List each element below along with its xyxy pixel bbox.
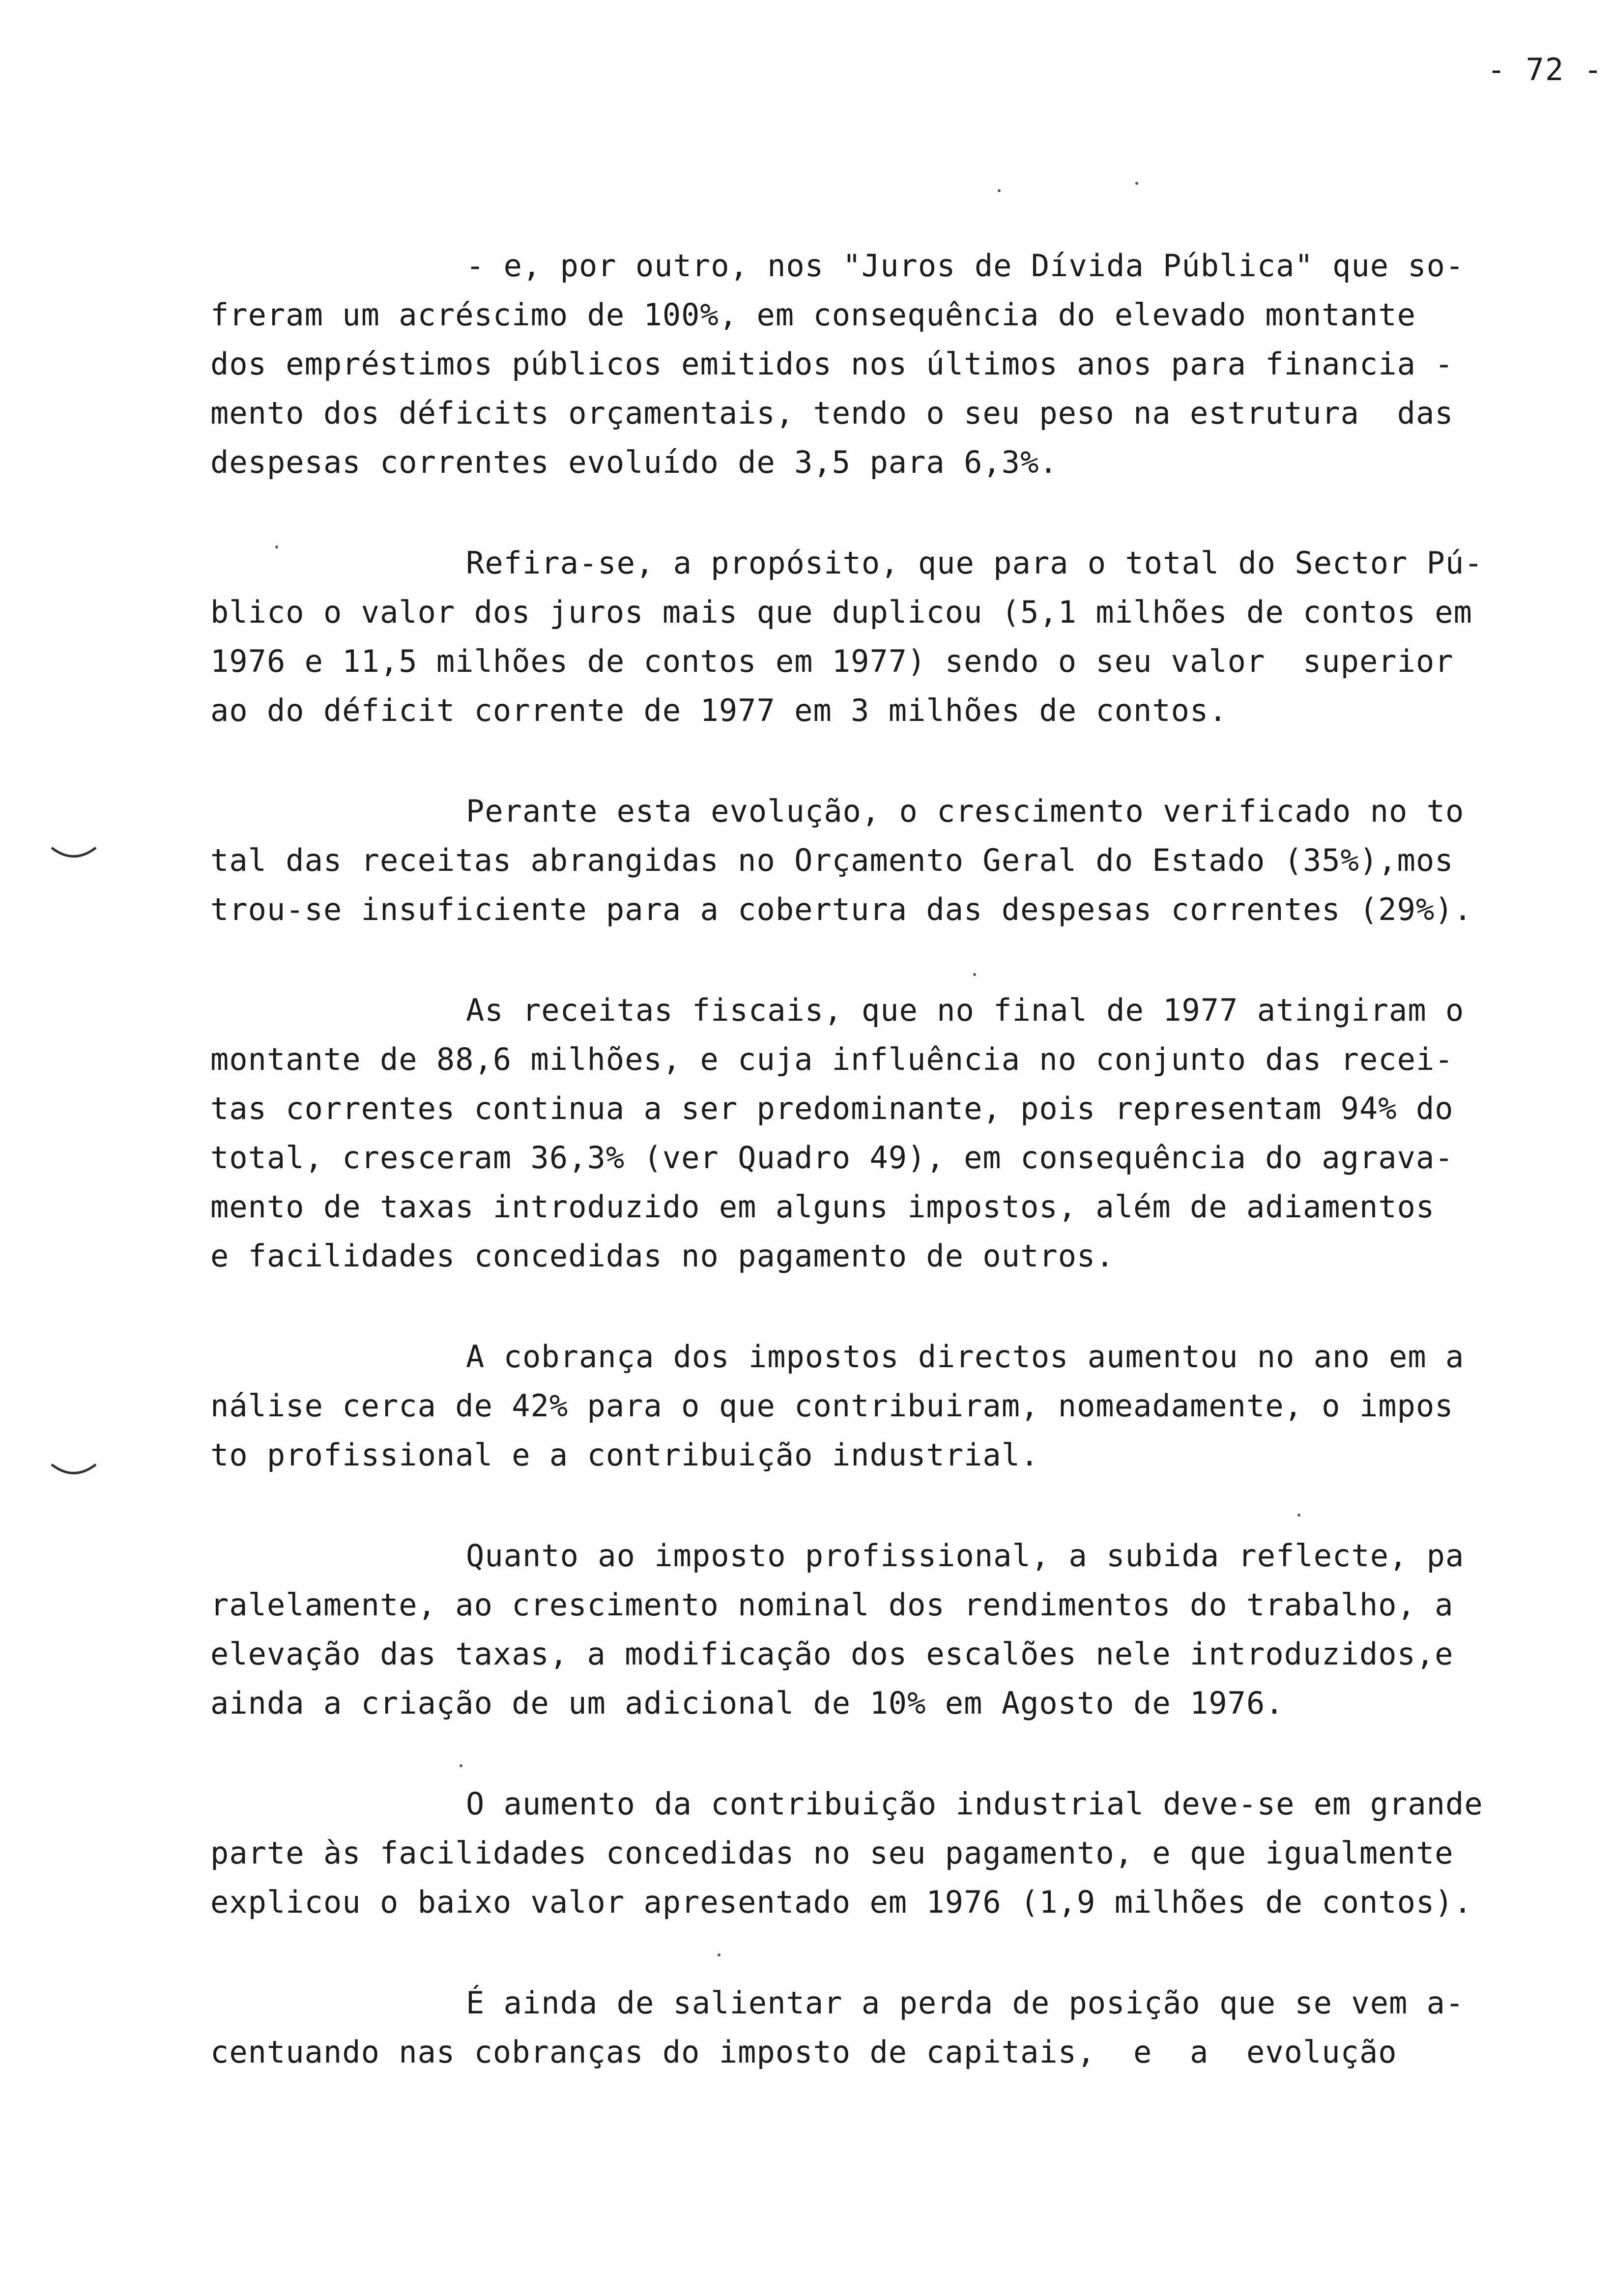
- text-line: to profissional e a contribuição industrial.: [210, 1437, 1039, 1473]
- text-line: tas correntes continua a ser predominante, pois representam 94% do: [210, 1091, 1454, 1126]
- text-line: ainda a criação de um adicional de 10% em Agosto de 1976.: [210, 1685, 1284, 1721]
- text-line: centuando nas cobranças do imposto de capitais, e a evolução: [210, 2034, 1397, 2070]
- text-line: Perante esta evolução, o crescimento verificado no to: [466, 793, 1465, 829]
- text-line: elevação das taxas, a modificação dos escalões nele introduzidos,e: [210, 1636, 1454, 1672]
- text-line: montante de 88,6 milhões, e cuja influência no conjunto das recei-: [210, 1041, 1454, 1077]
- page-number: - 72 -: [1487, 52, 1603, 87]
- text-line: A cobrança dos impostos directos aumentou no ano em a: [466, 1339, 1465, 1375]
- scan-speck: [718, 1953, 720, 1956]
- text-line: O aumento da contribuição industrial deve-se em grande: [466, 1786, 1483, 1822]
- text-line: mento dos déficits orçamentais, tendo o seu peso na estrutura das: [210, 395, 1454, 431]
- text-line: É ainda de salientar a perda de posição que se vem a-: [466, 1985, 1465, 2021]
- scan-speck: [1297, 1514, 1300, 1517]
- text-line: ralelamente, ao crescimento nominal dos rendimentos do trabalho, a: [210, 1587, 1454, 1623]
- text-line: total, cresceram 36,3% (ver Quadro 49), em consequência do agrava-: [210, 1140, 1454, 1176]
- text-line: freram um acréscimo de 100%, em consequência do elevado montante: [210, 297, 1416, 333]
- scan-speck: [998, 189, 1001, 192]
- text-line: Quanto ao imposto profissional, a subida reflecte, pa: [466, 1538, 1465, 1574]
- text-line: - e, por outro, nos "Juros de Dívida Pública" que so-: [466, 248, 1465, 284]
- text-line: e facilidades concedidas no pagamento de outros.: [210, 1238, 1115, 1274]
- binding-hole-mark: [49, 843, 98, 867]
- text-line: parte às facilidades concedidas no seu pagamento, e que igualmente: [210, 1835, 1454, 1871]
- binding-hole-mark: [49, 1460, 98, 1484]
- text-line: ao do déficit corrente de 1977 em 3 milhões de contos.: [210, 692, 1228, 728]
- text-line: nálise cerca de 42% para o que contribuiram, nomeadamente, o impos: [210, 1388, 1454, 1424]
- text-line: trou-se insuficiente para a cobertura das despesas correntes (29%).: [210, 891, 1472, 927]
- text-line: explicou o baixo valor apresentado em 1976 (1,9 milhões de contos).: [210, 1884, 1472, 1920]
- text-line: 1976 e 11,5 milhões de contos em 1977) sendo o seu valor superior: [210, 643, 1454, 679]
- text-line: Refira-se, a propósito, que para o total do Sector Pú-: [466, 545, 1483, 581]
- text-line: despesas correntes evoluído de 3,5 para 6,3%.: [210, 444, 1058, 480]
- text-line: tal das receitas abrangidas no Orçamento Geral do Estado (35%),mos: [210, 842, 1454, 878]
- scan-speck: [275, 545, 278, 548]
- text-line: dos empréstimos públicos emitidos nos últimos anos para financia -: [210, 346, 1454, 382]
- text-line: As receitas fiscais, que no final de 1977 atingiram o: [466, 992, 1465, 1028]
- text-line: mento de taxas introduzido em alguns impostos, além de adiamentos: [210, 1189, 1435, 1225]
- scan-speck: [973, 973, 976, 976]
- scan-speck: [460, 1764, 462, 1767]
- scan-speck: [1135, 182, 1138, 185]
- text-line: blico o valor dos juros mais que duplicou (5,1 milhões de contos em: [210, 594, 1472, 630]
